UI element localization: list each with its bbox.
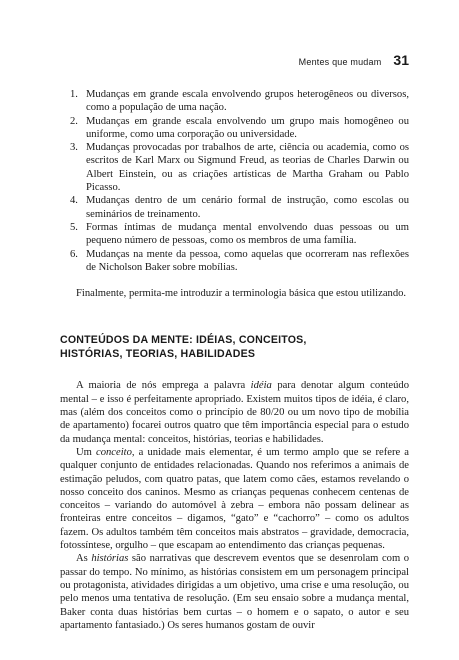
section-heading-line: HISTÓRIAS, TEORIAS, HABILIDADES <box>60 347 256 360</box>
list-item-number: 4. <box>70 195 78 207</box>
body-paragraph <box>60 379 409 445</box>
closing-paragraph: Finalmente, permita-me introduzir a terminologia básica que estou utilizando. <box>76 288 407 300</box>
list-item <box>70 221 409 248</box>
list-item-text: Mudanças em grande escala envolvendo um grupo mais homogêneo ou uniforme, como uma corporação ou universidade. <box>86 115 409 140</box>
list-item-text: Mudanças na mente da pessoa, como aquelas que ocorreram nas reflexões de Nicholson Baker sobre mobílias. <box>86 248 409 273</box>
list-item-number: 3. <box>70 142 78 154</box>
paragraph-text: A maioria de nós emprega a palavra <box>76 380 251 392</box>
body-paragraph <box>60 446 409 552</box>
list-item-text: Mudanças provocadas por trabalhos de arte, ciência ou academia, como os escritos de Karl Marx ou Sigmund Freud, as teorias de Charles Darwin ou Albert Einstein, ou as criações artísticas de Martha Graham ou Pablo Picasso. <box>86 142 409 194</box>
paragraph-text: Um <box>76 446 96 458</box>
list-item <box>70 248 409 275</box>
page-body <box>60 88 409 632</box>
list-item-number: 2. <box>70 115 78 127</box>
paragraph-text: , a unidade mais elementar, é um termo amplo que se refere a qualquer conjunto de entidades relacionadas. Quando nos referimos a animais de estimação peludos, com quatro patas, que latem como cães, estamos revelando o nosso conceito dos caninos. Mesmo as crianças pequenas conhecem centenas de conceitos – variando do automóvel à zebra – embora não possam delinear as fronteiras entre conceitos – digamos, “gato” e “cachorro” – como os adultos fazem. Os adultos também têm conceitos mais abstratos – gravidade, democracia, fotossíntese, orgulho – que escapam ao entendimento das crianças pequenas. <box>60 446 409 552</box>
list-item <box>70 115 409 142</box>
emphasized-term: conceito <box>96 446 132 458</box>
running-head <box>60 52 409 68</box>
list-item <box>70 141 409 194</box>
body-paragraph <box>60 552 409 632</box>
paragraph-text: são narrativas que descrevem eventos que se desenrolam com o passar do tempo. No mínimo, as histórias consistem em um personagem principal ou protagonista, atividades dirigidas a um objetivo, uma crise e uma resolução, ou pelo menos uma tentativa de resolução. (Em seu ensaio sobre a mudança mental, Baker conta duas histórias bem curtas – o homem e o sapato, o autor e seu apartamento fantasiado.) Os seres humanos gostam de ouvir <box>60 553 410 631</box>
list-item-number: 6. <box>70 248 78 260</box>
list-item-text: Mudanças em grande escala envolvendo grupos heterogêneos ou diversos, como a população de uma nação. <box>86 89 409 114</box>
list-item <box>70 194 409 221</box>
page-number: 31 <box>393 52 409 68</box>
list-item-number: 5. <box>70 221 78 233</box>
list-item-text: Mudanças dentro de um cenário formal de instrução, como escolas ou seminários de treinamento. <box>86 195 409 220</box>
emphasized-term: histórias <box>91 553 129 565</box>
section-heading-line: CONTEÚDOS DA MENTE: IDÉIAS, CONCEITOS, <box>60 334 307 347</box>
paragraph-text: para denotar algum conteúdo mental – e isso é perfeitamente apropriado. Existem muitos tipos de idéia, é claro, mas (além dos conceitos como o princípio de 80/20 ou um novo tipo de mobília de apartamento) focarei outros quatro que têm importância especial para o estudo da mudança mental: conceitos, histórias, teorias e habilidades. <box>60 380 409 445</box>
list-item <box>70 88 409 115</box>
list-item-text: Formas íntimas de mudança mental envolvendo duas pessoas ou um pequeno número de pessoas, como os membros de uma família. <box>86 221 409 247</box>
emphasized-term: idéia <box>250 380 272 392</box>
paragraph-text: As <box>76 553 92 565</box>
section-heading <box>60 334 409 361</box>
list-item-number: 1. <box>70 89 78 100</box>
numbered-list <box>60 88 409 274</box>
running-title: Mentes que mudam <box>298 57 382 67</box>
